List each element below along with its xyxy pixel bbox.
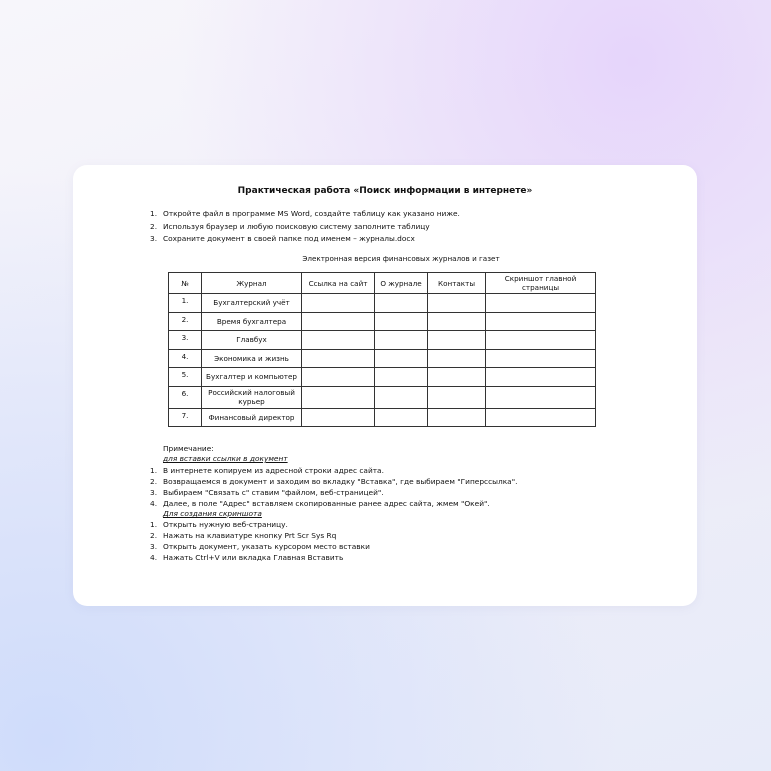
row-number: 1.: [169, 294, 202, 313]
link-section-label: для вставки ссылки в документ: [163, 454, 288, 463]
site-link-cell: [302, 312, 375, 331]
instruction-number: 3.: [150, 234, 158, 243]
row-number: 6.: [169, 386, 202, 408]
table-row: [169, 368, 596, 387]
header-screenshot: Скриншот главной страницы: [486, 273, 596, 294]
list-item-text: Далее, в поле "Адрес" вставляем скопированные ранее адрес сайта, жмем "Окей".: [163, 499, 490, 508]
about-cell: [375, 368, 428, 387]
list-item: [150, 541, 370, 552]
about-cell: [375, 349, 428, 368]
screenshot-cell: [486, 408, 596, 427]
list-item-number: 3.: [150, 542, 158, 551]
document-card: [73, 165, 697, 606]
about-cell: [375, 408, 428, 427]
table-row: [169, 312, 596, 331]
contacts-cell: [428, 312, 486, 331]
list-item-text: В интернете копируем из адресной строки адрес сайта.: [163, 466, 384, 475]
list-item-text: Выбираем "Связать с" ставим "файлом, веб-страницей".: [163, 488, 384, 497]
site-link-cell: [302, 386, 375, 408]
list-item: [150, 498, 517, 509]
site-link-cell: [302, 368, 375, 387]
list-item: [150, 487, 517, 498]
row-number: 5.: [169, 368, 202, 387]
screenshot-cell: [486, 331, 596, 350]
list-item-number: 2.: [150, 477, 158, 486]
table-header-row: [169, 273, 596, 294]
header-journal: Журнал: [202, 273, 302, 294]
list-item-text: Нажать на клавиатуре кнопку Prt Scr Sys Rq: [163, 531, 337, 540]
row-number: 7.: [169, 408, 202, 427]
screenshot-cell: [486, 349, 596, 368]
instruction-number: 2.: [150, 221, 158, 231]
about-cell: [375, 386, 428, 408]
list-item-text: Нажать Ctrl+V или вкладка Главная Вставить: [163, 553, 344, 562]
screenshot-section-label: Для создания скриншота: [163, 509, 262, 518]
table-row: [169, 386, 596, 408]
screenshot-cell: [486, 386, 596, 408]
list-item: [150, 530, 370, 541]
screenshot-cell: [486, 312, 596, 331]
note-label: Примечание:: [163, 444, 214, 453]
site-link-cell: [302, 349, 375, 368]
instruction-text: Сохраните документ в своей папке под именем – журналы.docx: [163, 234, 415, 243]
list-item-text: Открыть нужную веб-страницу.: [163, 520, 288, 529]
list-item-text: Возвращаемся в документ и заходим во вкладку "Вставка", где выбираем "Гиперссылка".: [163, 477, 518, 486]
about-cell: [375, 312, 428, 331]
list-item-number: 4.: [150, 499, 158, 508]
list-item: [150, 552, 370, 563]
journal-name: Бухгалтерский учёт: [202, 294, 302, 313]
instruction-text: Используя браузер и любую поисковую систему заполните таблицу: [163, 221, 430, 231]
journal-name: Экономика и жизнь: [202, 349, 302, 368]
table-caption: Электронная версия финансовых журналов и газет: [302, 254, 500, 263]
contacts-cell: [428, 408, 486, 427]
screenshot-cell: [486, 294, 596, 313]
table-row: [169, 408, 596, 427]
list-item-number: 1.: [150, 466, 158, 475]
contacts-cell: [428, 386, 486, 408]
instruction-item: [150, 208, 460, 221]
list-item-number: 3.: [150, 488, 158, 497]
row-number: 4.: [169, 349, 202, 368]
site-link-cell: [302, 294, 375, 313]
contacts-cell: [428, 349, 486, 368]
instruction-number: 1.: [150, 209, 158, 218]
about-cell: [375, 294, 428, 313]
instructions-list: [150, 208, 460, 246]
contacts-cell: [428, 368, 486, 387]
journal-name: Главбух: [202, 331, 302, 350]
table-row: [169, 331, 596, 350]
list-item: [150, 519, 370, 530]
list-item: [150, 476, 517, 487]
screenshot-cell: [486, 368, 596, 387]
table-row: [169, 349, 596, 368]
about-cell: [375, 331, 428, 350]
journals-table: [168, 272, 596, 427]
list-item-text: Открыть документ, указать курсором место вставки: [163, 542, 370, 551]
row-number: 2.: [169, 312, 202, 331]
header-number: №: [169, 273, 202, 294]
list-item-number: 4.: [150, 553, 158, 562]
journal-name: Время бухгалтера: [202, 312, 302, 331]
row-number: 3.: [169, 331, 202, 350]
screenshot-steps-list: [150, 519, 370, 563]
list-item-number: 2.: [150, 531, 158, 540]
contacts-cell: [428, 294, 486, 313]
link-steps-list: [150, 465, 517, 509]
instruction-item: [150, 221, 460, 234]
site-link-cell: [302, 408, 375, 427]
list-item: [150, 465, 517, 476]
table-row: [169, 294, 596, 313]
header-contacts: Контакты: [428, 273, 486, 294]
instruction-text: Откройте файл в программе MS Word, создайте таблицу как указано ниже.: [163, 209, 460, 218]
journal-name: Бухгалтер и компьютер: [202, 368, 302, 387]
instruction-item: [150, 233, 460, 246]
site-link-cell: [302, 331, 375, 350]
document-title: Практическая работа «Поиск информации в интернете»: [237, 186, 533, 196]
header-site-link: Ссылка на сайт: [302, 273, 375, 294]
journal-name: Финансовый директор: [202, 408, 302, 427]
journal-name: Российский налоговый курьер: [202, 386, 302, 408]
header-about: О журнале: [375, 273, 428, 294]
list-item-number: 1.: [150, 520, 158, 529]
contacts-cell: [428, 331, 486, 350]
